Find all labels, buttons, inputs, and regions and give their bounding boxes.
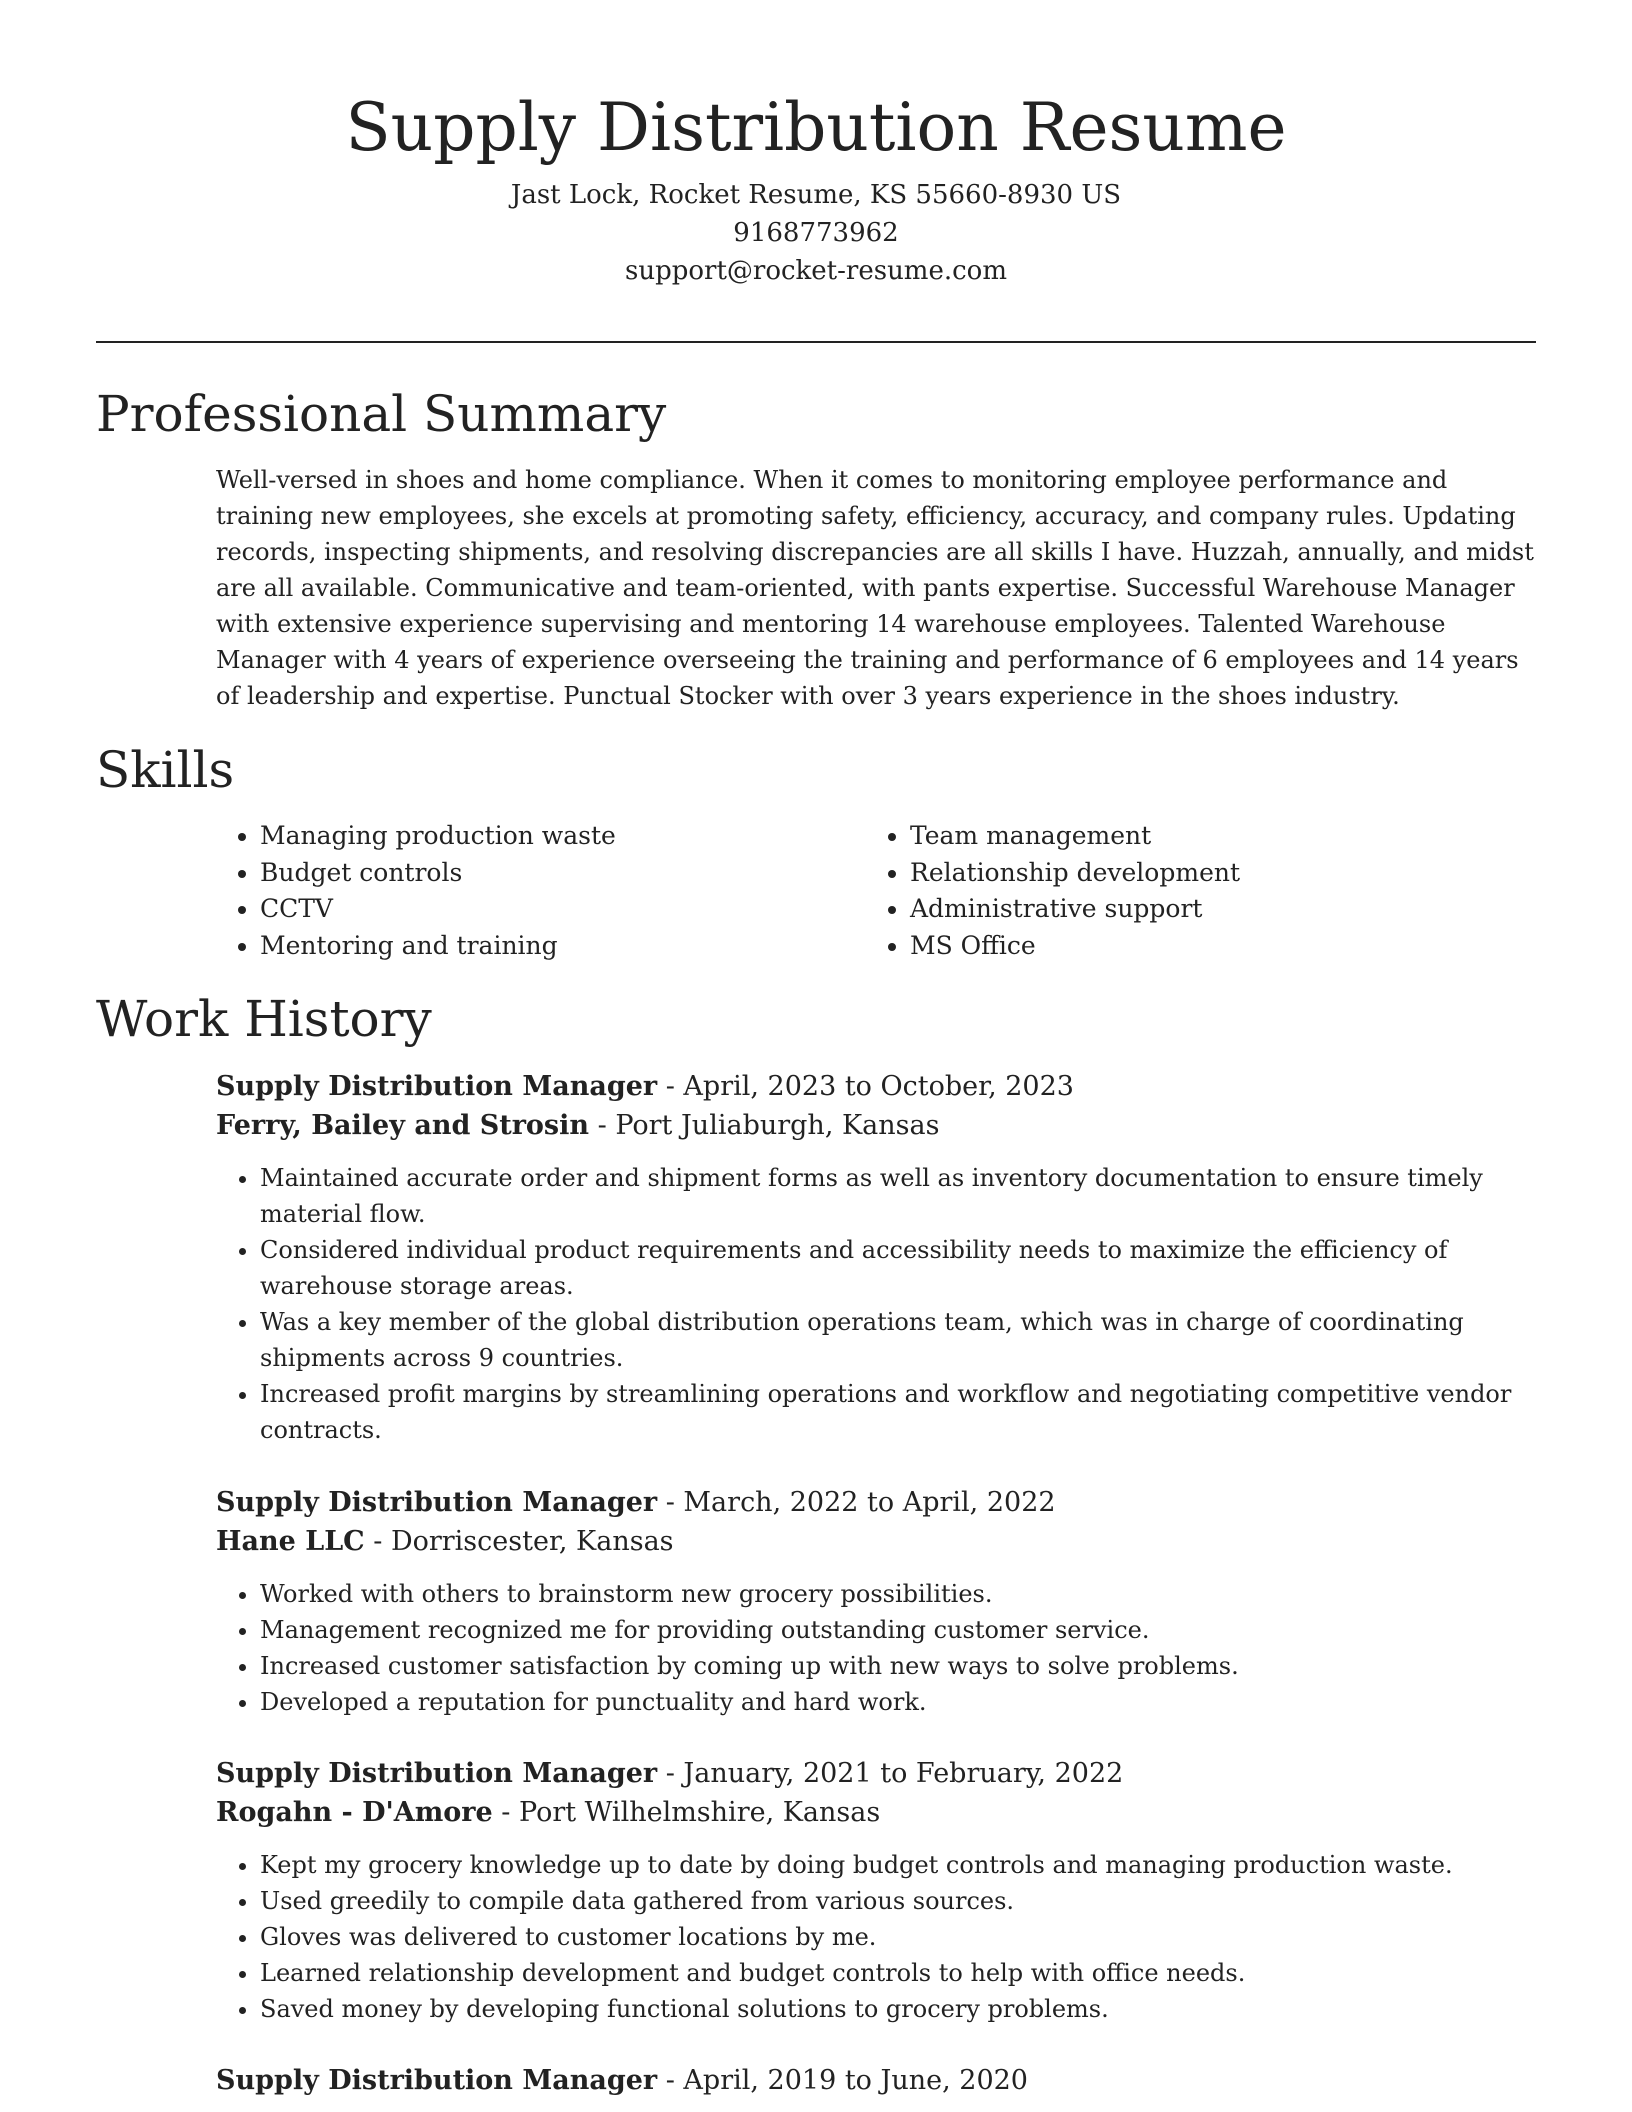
skills-column-right [866,818,1516,964]
contact-address: Jast Lock, Rocket Resume, KS 55660-8930 US [510,180,1122,210]
skill-item: • CCTV [260,891,866,928]
job-bullet: • Was a key member of the global distribution operations team, which was in charge of coordinating shipments across 9 countries. [260,1304,1536,1376]
resume-header [96,80,1536,290]
skill-item: • Administrative support [910,891,1516,928]
header-divider [96,341,1536,343]
job-bullet: • Maintained accurate order and shipment forms as well as inventory documentation to ensure timely material flow. [260,1160,1536,1232]
job-bullet: • Learned relationship development and budget controls to help with office needs. [260,1955,1536,1991]
skill-item: • Budget controls [260,855,866,892]
summary-heading: Professional Summary [96,385,667,443]
job-bullet: • Gloves was delivered to customer locations by me. [260,1919,1536,1955]
skill-item: • Team management [910,818,1516,855]
job-dates: - January, 2021 to February, 2022 [657,1758,1124,1789]
job-dates: - April, 2019 to June, 2020 [657,2065,1028,2096]
job-title: Supply Distribution Manager [216,1758,658,1789]
job-location: - Dorriscester, Kansas [364,1526,674,1557]
job-title-line [216,1068,1536,1106]
job-title: Supply Distribution Manager [216,2065,658,2096]
skills-list [216,818,1536,964]
job-location: - Port Juliaburgh, Kansas [589,1110,940,1141]
job-bullet: • Increased profit margins by streamlining operations and workflow and negotiating competitive vendor contracts. [260,1376,1536,1448]
job-entry [216,1484,1536,1720]
contact-phone: 9168773962 [733,218,899,248]
job-bullet: • Kept my grocery knowledge up to date by doing budget controls and managing production waste. [260,1847,1536,1883]
skill-item: • Mentoring and training [260,928,866,965]
job-company: Rogahn - D'Amore [216,1797,493,1828]
summary-text: Well-versed in shoes and home compliance. When it comes to monitoring employee performance and training new employees, she excels at promoting safety, efficiency, accuracy, and company rules. Updating records, inspecting shipments, and resolving discrepancies are all skills I have. Huzzah, annually, and midst are all available. Communicative and team-oriented, with pants expertise. Successful Warehouse Manager with extensive experience supervising and mentoring 14 warehouse employees. Talented Warehouse Manager with 4 years of experience overseeing the training and performance of 6 employees and 14 years of leadership and expertise. Punctual Stocker with over 3 years experience in the shoes industry. [216,466,1534,710]
job-title-line [216,1755,1536,1793]
contact-email: support@rocket-resume.com [624,256,1007,286]
job-title: Supply Distribution Manager [216,1071,658,1102]
job-company: Hane LLC [216,1526,365,1557]
skills-column-left [216,818,866,964]
job-bullets [216,1576,1536,1720]
skill-item: • MS Office [910,928,1516,965]
job-dates: - March, 2022 to April, 2022 [657,1487,1056,1518]
job-bullet: • Considered individual product requirements and accessibility needs to maximize the efficiency of warehouse storage areas. [260,1232,1536,1304]
job-bullet: • Increased customer satisfaction by coming up with new ways to solve problems. [260,1648,1536,1684]
skill-item: • Managing production waste [260,818,866,855]
job-title-line [216,2062,1536,2100]
job-bullet: • Developed a reputation for punctuality and hard work. [260,1684,1536,1720]
job-company-line [216,1106,1536,1146]
job-title: Supply Distribution Manager [216,1487,658,1518]
job-bullet: • Worked with others to brainstorm new grocery possibilities. [260,1576,1536,1612]
job-entry [216,1068,1536,1448]
job-company: Ferry, Bailey and Strosin [216,1110,590,1141]
job-entry [216,1755,1536,2027]
work-history-heading: Work History [96,990,432,1048]
skills-heading: Skills [96,741,235,799]
job-bullets [216,1160,1536,1448]
job-bullets [216,1847,1536,2027]
job-bullet: • Used greedily to compile data gathered from various sources. [260,1883,1536,1919]
job-entry [216,2062,1536,2100]
job-company-line [216,1793,1536,1833]
job-company-line [216,1522,1536,1562]
job-dates: - April, 2023 to October, 2023 [657,1071,1074,1102]
job-title-line [216,1484,1536,1522]
job-location: - Port Wilhelmshire, Kansas [492,1797,881,1828]
skill-item: • Relationship development [910,855,1516,892]
job-bullet: • Management recognized me for providing outstanding customer service. [260,1612,1536,1648]
job-bullet: • Saved money by developing functional solutions to grocery problems. [260,1991,1536,2027]
resume-title: Supply Distribution Resume [345,89,1287,166]
